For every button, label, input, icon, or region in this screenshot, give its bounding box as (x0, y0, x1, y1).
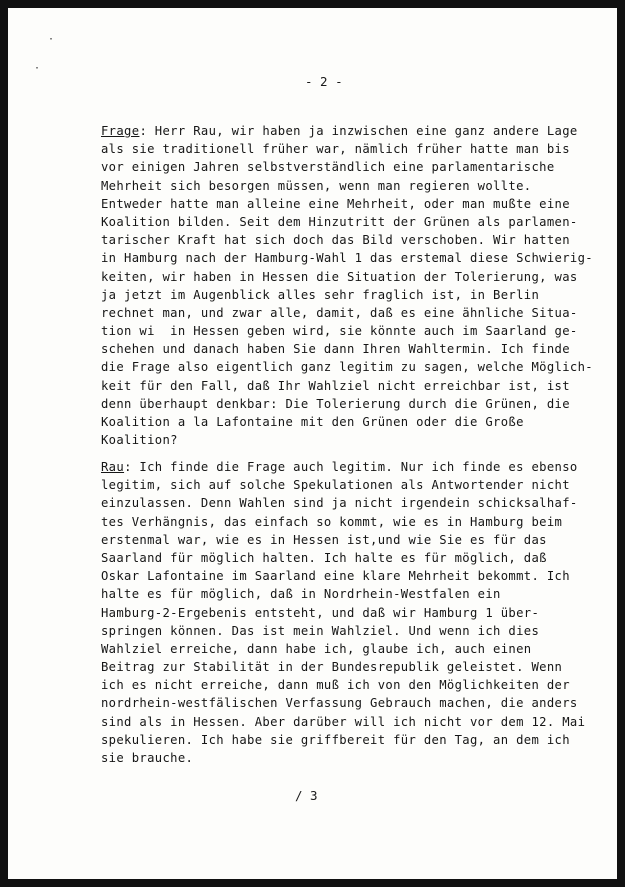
document-page (8, 8, 617, 879)
text-line: erstenmal war, wie es in Hessen ist,und wie Sie es für das (101, 532, 547, 547)
question-first-line-text: : Herr Rau, wir haben ja inzwischen eine ganz andere Lage (139, 124, 578, 138)
page-number: - 2 - (305, 74, 343, 89)
question-lines (101, 140, 593, 449)
text-line: schehen und danach haben Sie dann Ihren Wahltermin. Ich finde (101, 342, 570, 357)
text-line: in Hamburg nach der Hamburg-Wahl 1 das erstemal diese Schwierig- (101, 251, 593, 266)
text-line: ja jetzt im Augenblick alles sehr fraglich ist, in Berlin (101, 287, 540, 302)
text-line: springen können. Das ist mein Wahlziel. Und wenn ich dies (101, 623, 540, 638)
question-speaker-label: Frage (101, 124, 140, 138)
text-line: Beitrag zur Stabilität in der Bundesrepublik geleistet. Wenn (101, 660, 563, 675)
answer-first-line-text: : Ich finde die Frage auch legitim. Nur ich finde es ebenso (124, 460, 578, 474)
text-line: sie brauche. (101, 751, 194, 765)
text-line: Koalition? (101, 433, 178, 448)
text-line: Koalition a la Lafontaine mit den Grünen oder die Große (101, 415, 524, 429)
text-line: tion wi in Hessen geben wird, sie könnte auch im Saarland ge- (101, 324, 578, 339)
answer-speaker-label: Rau (101, 460, 125, 474)
text-line: tes Verhängnis, das einfach so kommt, wie es in Hamburg beim (101, 514, 563, 529)
text-line: keit für den Fall, daß Ihr Wahlziel nicht erreichbar ist, ist (101, 378, 570, 393)
text-line: Hamburg-2-Ergebenis entsteht, und daß wir Hamburg 1 über- (101, 605, 540, 620)
text-line: die Frage also eigentlich ganz legitim zu sagen, welche Möglich- (101, 360, 593, 375)
text-line: keiten, wir haben in Hessen die Situation der Tolerierung, was (101, 269, 578, 284)
answer-first-line (101, 458, 585, 476)
text-line: halte es für möglich, daß in Nordrhein-Westfalen ein (101, 587, 501, 602)
text-line: einzulassen. Denn Wahlen sind ja nicht irgendein schicksalhaf- (101, 496, 578, 511)
text-line: nordrhein-westfälischen Verfassung Gebrauch machen, die anders (101, 696, 578, 711)
scan-speck: · (48, 34, 55, 45)
text-line: Wahlziel erreiche, dann habe ich, glaube ich, auch einen (101, 641, 532, 656)
text-line: rechnet man, und zwar alle, damit, daß es eine ähnliche Situa- (101, 305, 578, 320)
scan-speck: · (34, 63, 41, 74)
text-line: Entweder hatte man alleine eine Mehrheit, oder man mußte eine (101, 196, 570, 211)
answer-lines (101, 476, 585, 767)
text-line: Oskar Lafontaine im Saarland eine klare Mehrheit bekommt. Ich (101, 569, 570, 584)
text-line: denn überhaupt denkbar: Die Tolerierung durch die Grünen, die (101, 396, 570, 411)
question-paragraph (101, 122, 593, 449)
text-line: Mehrheit sich besorgen müssen, wenn man regieren wollte. (101, 178, 532, 193)
answer-paragraph (101, 458, 585, 767)
text-line: spekulieren. Ich habe sie griffbereit für den Tag, an dem ich (101, 732, 570, 747)
text-line: legitim, sich auf solche Spekulationen als Antwortender nicht (101, 478, 570, 493)
text-line: vor einigen Jahren selbstverständlich eine parlamentarische (101, 160, 555, 175)
text-line: als sie traditionell früher war, nämlich früher hatte man bis (101, 142, 570, 157)
continuation-marker: / 3 (295, 788, 318, 803)
question-first-line (101, 122, 593, 140)
text-line: Saarland für möglich halten. Ich halte es für möglich, daß (101, 550, 547, 565)
text-line: sind als in Hessen. Aber darüber will ich nicht vor dem 12. Mai (101, 714, 586, 729)
text-line: Koalition bilden. Seit dem Hinzutritt der Grünen als parlamen- (101, 214, 578, 229)
text-line: tarischer Kraft hat sich doch das Bild verschoben. Wir hatten (101, 233, 570, 248)
text-line: ich es nicht erreiche, dann muß ich von den Möglichkeiten der (101, 678, 570, 693)
